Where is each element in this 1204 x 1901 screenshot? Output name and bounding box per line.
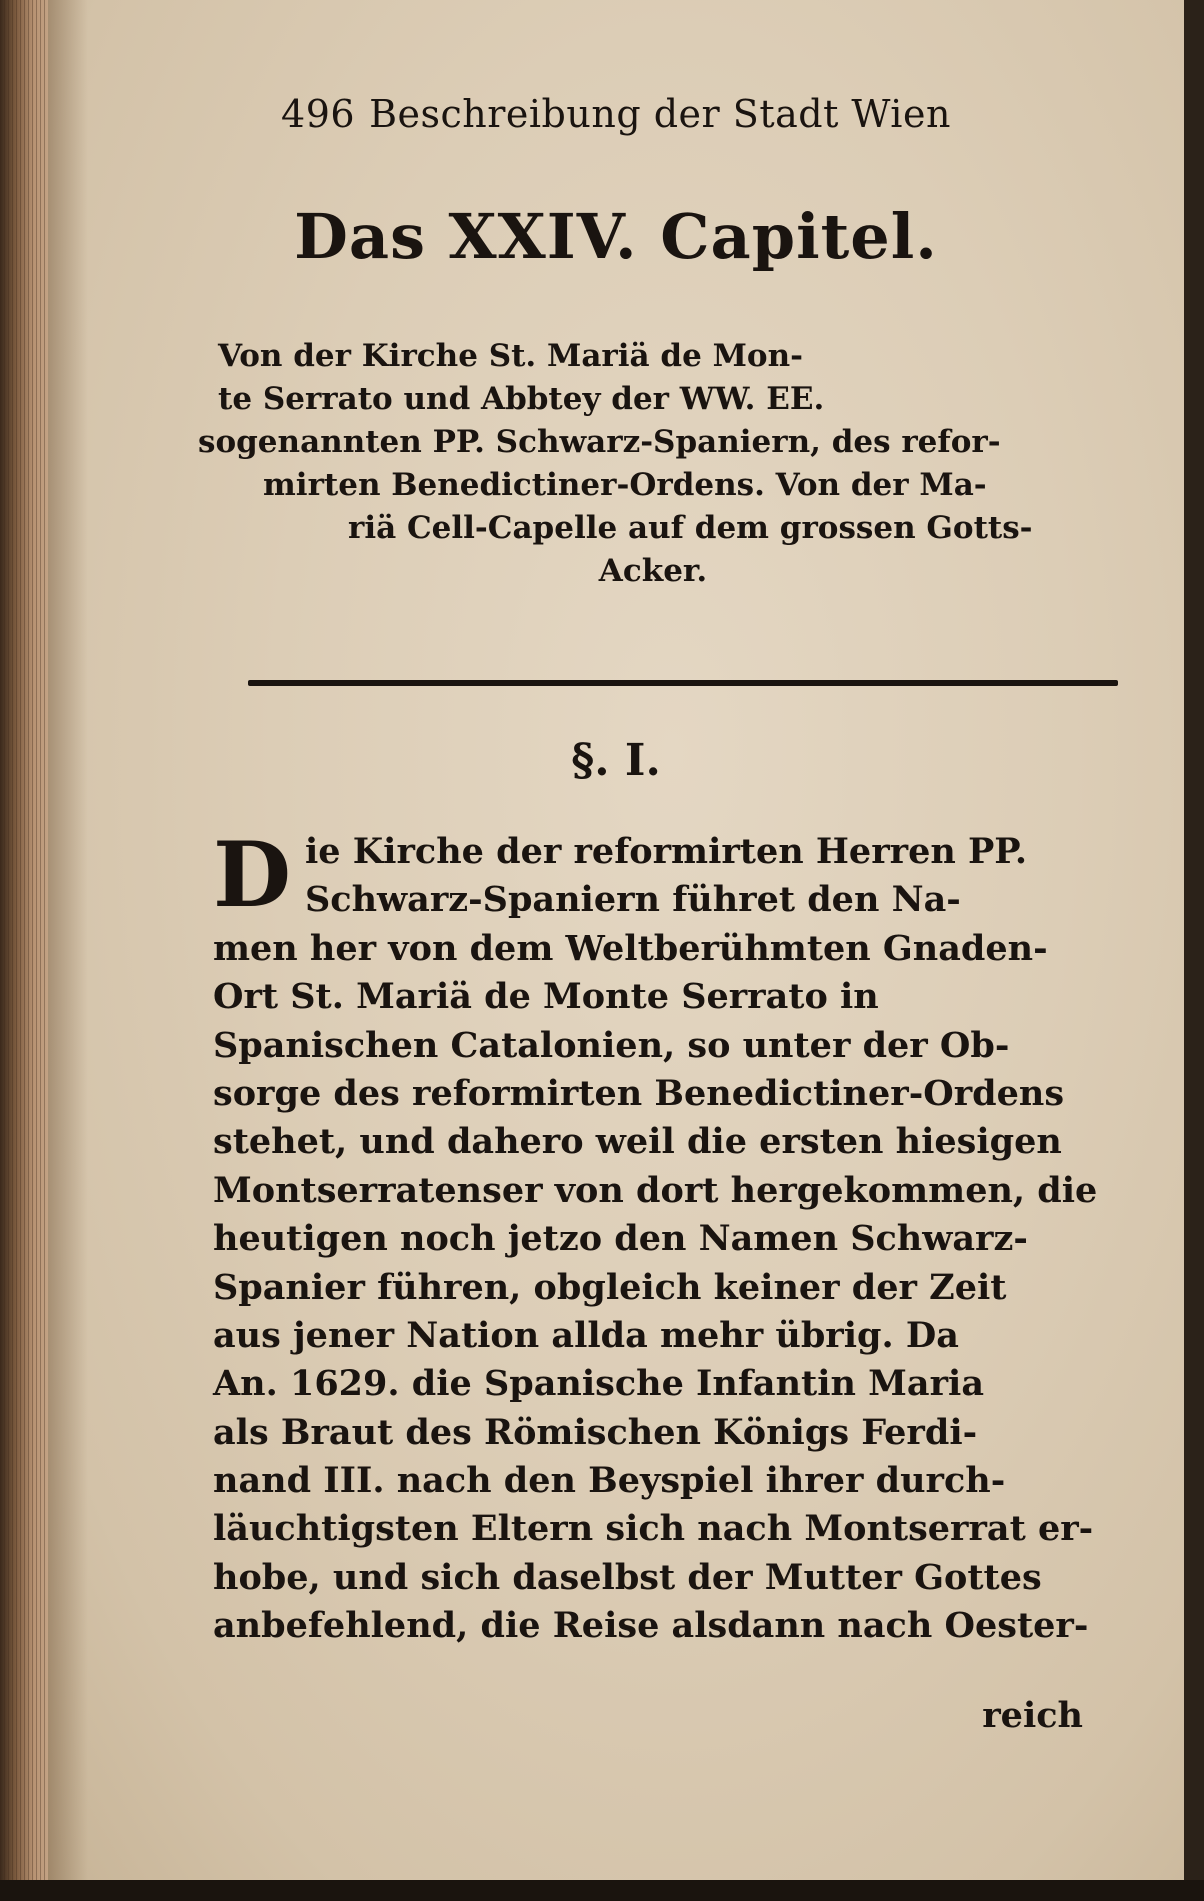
subtitle-line: te Serrato und Abbtey der WW. EE. bbox=[218, 381, 825, 417]
running-title: Beschreibung der Stadt Wien bbox=[369, 92, 951, 136]
body-line: sorge des reformirten Benedictiner-Ordens bbox=[213, 1072, 1065, 1114]
section-mark: §. I. bbox=[571, 735, 661, 786]
body-line: An. 1629. die Spanische Infantin Maria bbox=[213, 1363, 984, 1405]
subtitle-line: mirten Benedictiner-Ordens. Von der Ma- bbox=[263, 467, 987, 503]
book-page bbox=[48, 0, 1187, 1880]
body-line: anbefehlend, die Reise alsdann nach Oester- bbox=[213, 1605, 1089, 1647]
body-line: men her von dem Weltberühmten Gnaden- bbox=[213, 927, 1048, 969]
body-line: heutigen noch jetzo den Namen Schwarz- bbox=[213, 1218, 1028, 1260]
body-line: aus jener Nation allda mehr übrig. Da bbox=[213, 1314, 959, 1356]
subtitle-line: sogenannten PP. Schwarz-Spaniern, des refor- bbox=[198, 424, 1001, 460]
body-line: als Braut des Römischen Königs Ferdi- bbox=[213, 1411, 978, 1453]
chapter-title: Das XXIV. Capitel. bbox=[294, 200, 938, 273]
body-line: Ort St. Mariä de Monte Serrato in bbox=[213, 976, 879, 1018]
body-line: Spanischen Catalonien, so unter der Ob- bbox=[213, 1024, 1010, 1066]
body-line: stehet, und dahero weil die ersten hiesigen bbox=[213, 1121, 1062, 1163]
body-line: Montserratenser von dort hergekommen, die bbox=[213, 1169, 1098, 1211]
body-line: ie Kirche der reformirten Herren PP. bbox=[305, 831, 1028, 872]
subtitle-line: Von der Kirche St. Mariä de Mon- bbox=[218, 338, 803, 374]
chapter-subtitle bbox=[198, 335, 1088, 593]
body-text bbox=[213, 822, 1103, 1651]
body-line: läuchtigsten Eltern sich nach Montserrat er- bbox=[213, 1508, 1094, 1550]
body-line: nand III. nach den Beyspiel ihrer durch- bbox=[213, 1460, 1006, 1502]
scan-bottom-edge bbox=[0, 1880, 1204, 1901]
subtitle-line: Acker. bbox=[598, 553, 708, 589]
body-line: hobe, und sich daselbst der Mutter Gottes bbox=[213, 1556, 1042, 1598]
running-head bbox=[48, 92, 1184, 136]
drop-cap: D bbox=[213, 822, 292, 928]
catchword: reich bbox=[982, 1695, 1083, 1736]
page-number: 496 bbox=[281, 92, 356, 136]
binding-shadow bbox=[1184, 0, 1204, 1901]
horizontal-rule bbox=[248, 680, 1118, 686]
body-line: Spanier führen, obgleich keiner der Zeit bbox=[213, 1266, 1007, 1308]
subtitle-line: riä Cell-Capelle auf dem grossen Gotts- bbox=[348, 510, 1033, 546]
body-line: Schwarz-Spaniern führet den Na- bbox=[305, 879, 961, 921]
